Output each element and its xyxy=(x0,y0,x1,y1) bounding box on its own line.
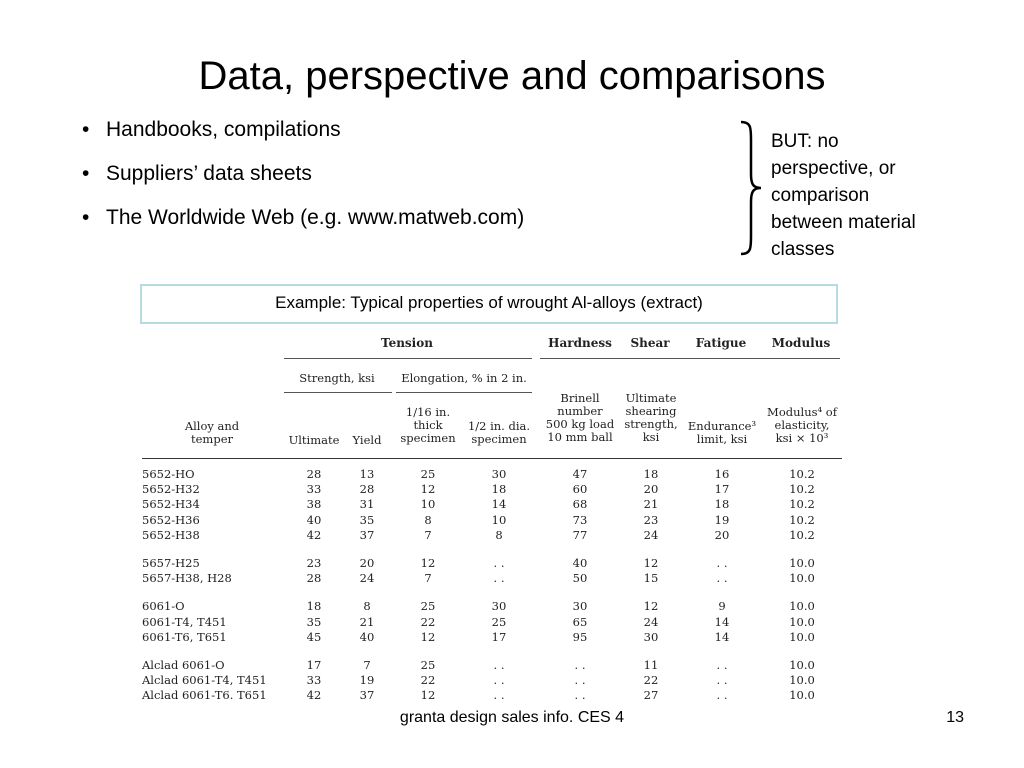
table-cell: 10.0 xyxy=(789,629,815,644)
table-cell: . . xyxy=(493,673,505,688)
table-cell: 7 xyxy=(363,658,371,672)
table-cell: 28 xyxy=(306,467,322,481)
alloy-name-cell: 6061-O xyxy=(142,599,185,614)
table-cell: 23 xyxy=(306,556,322,570)
table-cell: 10.2 xyxy=(789,527,815,542)
table-cell: 25 xyxy=(420,599,436,614)
alloy-name-cell: 5652-H32 xyxy=(142,482,200,497)
table-cell: 40 xyxy=(306,512,322,527)
table-cell: 7 xyxy=(424,527,432,542)
bullet-text: Handbooks, compilations xyxy=(106,118,341,141)
rule xyxy=(284,392,392,393)
table-cell: 24 xyxy=(359,571,375,586)
table-cell: 20 xyxy=(359,556,375,570)
header-bottom-rule xyxy=(142,458,842,459)
col-shear: Ultimate shearing strength, ksi xyxy=(624,391,678,444)
col-dia: 1/2 in. dia. specimen xyxy=(467,419,531,446)
bullet-dot-icon: • xyxy=(82,118,90,141)
slide-title: Data, perspective and comparisons xyxy=(198,54,826,98)
col-thick: 1/16 in. thick specimen xyxy=(400,405,456,445)
bullet-text: The Worldwide Web (e.g. www.matweb.com) xyxy=(106,206,525,229)
table-cell: 30 xyxy=(491,467,507,481)
table-cell: 10.2 xyxy=(789,467,815,481)
table-cell: 31 xyxy=(359,497,375,512)
table-cell: 18 xyxy=(306,599,322,614)
alloy-name-cell: 6061-T4, T451 xyxy=(142,614,227,629)
table-cell: 12 xyxy=(643,556,659,570)
table-cell: 15 xyxy=(643,571,659,586)
table-cell: 8 xyxy=(424,512,432,527)
table-cell: 65 xyxy=(572,614,588,629)
alloy-name-cell: 5652-HO xyxy=(142,467,195,481)
table-cell: 12 xyxy=(420,688,436,703)
table-cell: 10.2 xyxy=(789,482,815,497)
table-cell: 10 xyxy=(420,497,436,512)
bullet-dot-icon: • xyxy=(82,162,90,185)
table-cell: 19 xyxy=(359,673,375,688)
curly-brace-icon xyxy=(735,120,765,256)
header-fatigue: Fatigue xyxy=(695,336,747,350)
footer-text: granta design sales info. CES 4 xyxy=(399,709,625,726)
table-cell: 23 xyxy=(643,512,659,527)
table-cell: 10.2 xyxy=(789,512,815,527)
table-cell: 20 xyxy=(643,482,659,497)
aside-note: BUT: no perspective, or comparison between material classes xyxy=(771,131,916,260)
table-cell: 20 xyxy=(714,527,730,542)
table-cell: 28 xyxy=(359,482,375,497)
page-number: 13 xyxy=(946,709,964,726)
alloy-name-cell: 5652-H34 xyxy=(142,497,200,512)
header-shear: Shear xyxy=(630,336,670,350)
header-tension: Tension xyxy=(381,336,433,350)
header-strength: Strength, ksi xyxy=(299,371,375,385)
rule xyxy=(284,358,532,359)
table-cell: 25 xyxy=(420,658,436,672)
table-cell: 40 xyxy=(572,556,588,570)
col-endurance: Endurance³ limit, ksi xyxy=(687,419,757,446)
bullet-item xyxy=(82,160,524,204)
table-cell: 11 xyxy=(643,658,659,672)
table-cell: 10.0 xyxy=(789,556,815,570)
table-cell: 18 xyxy=(491,482,507,497)
table-cell: 21 xyxy=(643,497,659,512)
table-cell: . . xyxy=(574,673,586,688)
table-cell: 7 xyxy=(424,571,432,586)
rule xyxy=(540,358,840,359)
alloy-properties-table xyxy=(142,330,842,704)
table-cell: 14 xyxy=(714,614,730,629)
bullet-item xyxy=(82,204,524,248)
table-cell: 22 xyxy=(643,673,659,688)
table-cell: 37 xyxy=(359,527,375,542)
table-cell: . . xyxy=(493,688,505,703)
alloy-name-cell: Alclad 6061-O xyxy=(142,658,225,672)
table-cell: 12 xyxy=(420,556,436,570)
table-cell: 33 xyxy=(306,673,322,688)
table-cell: 45 xyxy=(306,629,322,644)
table-cell: . . xyxy=(716,688,728,703)
alloy-name-cell: 5652-H38 xyxy=(142,527,200,542)
table-cell: 30 xyxy=(491,599,507,614)
col-brinell: Brinell number 500 kg load 10 mm ball xyxy=(545,391,615,444)
table-cell: . . xyxy=(716,571,728,586)
table-cell: 30 xyxy=(643,629,659,644)
alloy-name-cell: Alclad 6061-T6. T651 xyxy=(142,688,267,703)
table-cell: 21 xyxy=(359,614,375,629)
table-cell: 28 xyxy=(306,571,322,586)
table-cell: 37 xyxy=(359,688,375,703)
alloy-name-cell: Alclad 6061-T4, T451 xyxy=(142,673,267,688)
table-cell: . . xyxy=(574,688,586,703)
table-cell: 19 xyxy=(714,512,730,527)
table-cell: 10 xyxy=(491,512,507,527)
table-cell: 10.0 xyxy=(789,688,815,703)
table-cell: 25 xyxy=(491,614,507,629)
table-cell: . . xyxy=(716,673,728,688)
table-cell: 77 xyxy=(572,527,588,542)
table-cell: 22 xyxy=(420,673,436,688)
rule xyxy=(396,392,532,393)
table-cell: 17 xyxy=(714,482,730,497)
table-cell: 73 xyxy=(572,512,588,527)
table-cell: . . xyxy=(493,571,505,586)
table-cell: . . xyxy=(716,658,728,672)
bullet-dot-icon: • xyxy=(82,206,90,229)
table-cell: 16 xyxy=(714,467,730,481)
bullet-text: Suppliers’ data sheets xyxy=(106,162,312,185)
col-yield: Yield xyxy=(352,433,382,447)
table-cell: 10.0 xyxy=(789,614,815,629)
table-cell: 9 xyxy=(718,599,726,614)
header-elongation: Elongation, % in 2 in. xyxy=(401,371,527,385)
alloy-name-cell: 6061-T6, T651 xyxy=(142,629,227,644)
table-cell: 50 xyxy=(572,571,588,586)
table-cell: 35 xyxy=(306,614,322,629)
table-cell: 24 xyxy=(643,527,659,542)
table-cell: 42 xyxy=(306,527,322,542)
table-cell: 17 xyxy=(491,629,507,644)
table-cell: 12 xyxy=(643,599,659,614)
table-cell: 10.0 xyxy=(789,658,815,672)
table-cell: 17 xyxy=(306,658,322,672)
table-cell: 13 xyxy=(359,467,375,481)
table-cell: 10.0 xyxy=(789,673,815,688)
table-cell: 10.0 xyxy=(789,571,815,586)
table-cell: 18 xyxy=(643,467,659,481)
table-cell: 18 xyxy=(714,497,730,512)
header-modulus: Modulus xyxy=(771,336,831,350)
table-cell: 22 xyxy=(420,614,436,629)
table-cell: 60 xyxy=(572,482,588,497)
example-caption-box xyxy=(140,284,838,324)
alloy-name-cell: 5657-H25 xyxy=(142,556,200,570)
table-cell: 14 xyxy=(714,629,730,644)
col-ultimate: Ultimate xyxy=(288,433,340,447)
col-modulus: Modulus⁴ of elasticity, ksi × 10³ xyxy=(767,405,837,445)
table-cell: 35 xyxy=(359,512,375,527)
bullet-list xyxy=(82,116,524,248)
alloy-name-cell: 5652-H36 xyxy=(142,512,200,527)
bullet-item xyxy=(82,116,524,160)
table-cell: . . xyxy=(493,556,505,570)
table-cell: 40 xyxy=(359,629,375,644)
table-cell: 14 xyxy=(491,497,507,512)
table-cell: 27 xyxy=(643,688,659,703)
example-caption: Example: Typical properties of wrought Al-alloys (extract) xyxy=(275,293,703,312)
table-cell: 10.2 xyxy=(789,497,815,512)
table-cell: 42 xyxy=(306,688,322,703)
table-cell: 95 xyxy=(572,629,588,644)
table-cell: 33 xyxy=(306,482,322,497)
col-alloy: Alloy and temper xyxy=(184,419,240,446)
table-cell: . . xyxy=(574,658,586,672)
table-cell: 12 xyxy=(420,482,436,497)
alloy-name-cell: 5657-H38, H28 xyxy=(142,571,232,586)
table-cell: 38 xyxy=(306,497,322,512)
table-cell: 24 xyxy=(643,614,659,629)
table-cell: . . xyxy=(716,556,728,570)
table-cell: 68 xyxy=(572,497,588,512)
table-cell: 25 xyxy=(420,467,436,481)
table-cell: 8 xyxy=(363,599,371,614)
table-cell: . . xyxy=(493,658,505,672)
table-cell: 47 xyxy=(572,467,588,481)
table-cell: 12 xyxy=(420,629,436,644)
table-cell: 10.0 xyxy=(789,599,815,614)
table-cell: 30 xyxy=(572,599,588,614)
header-hardness: Hardness xyxy=(548,336,612,350)
table-cell: 8 xyxy=(495,527,503,542)
